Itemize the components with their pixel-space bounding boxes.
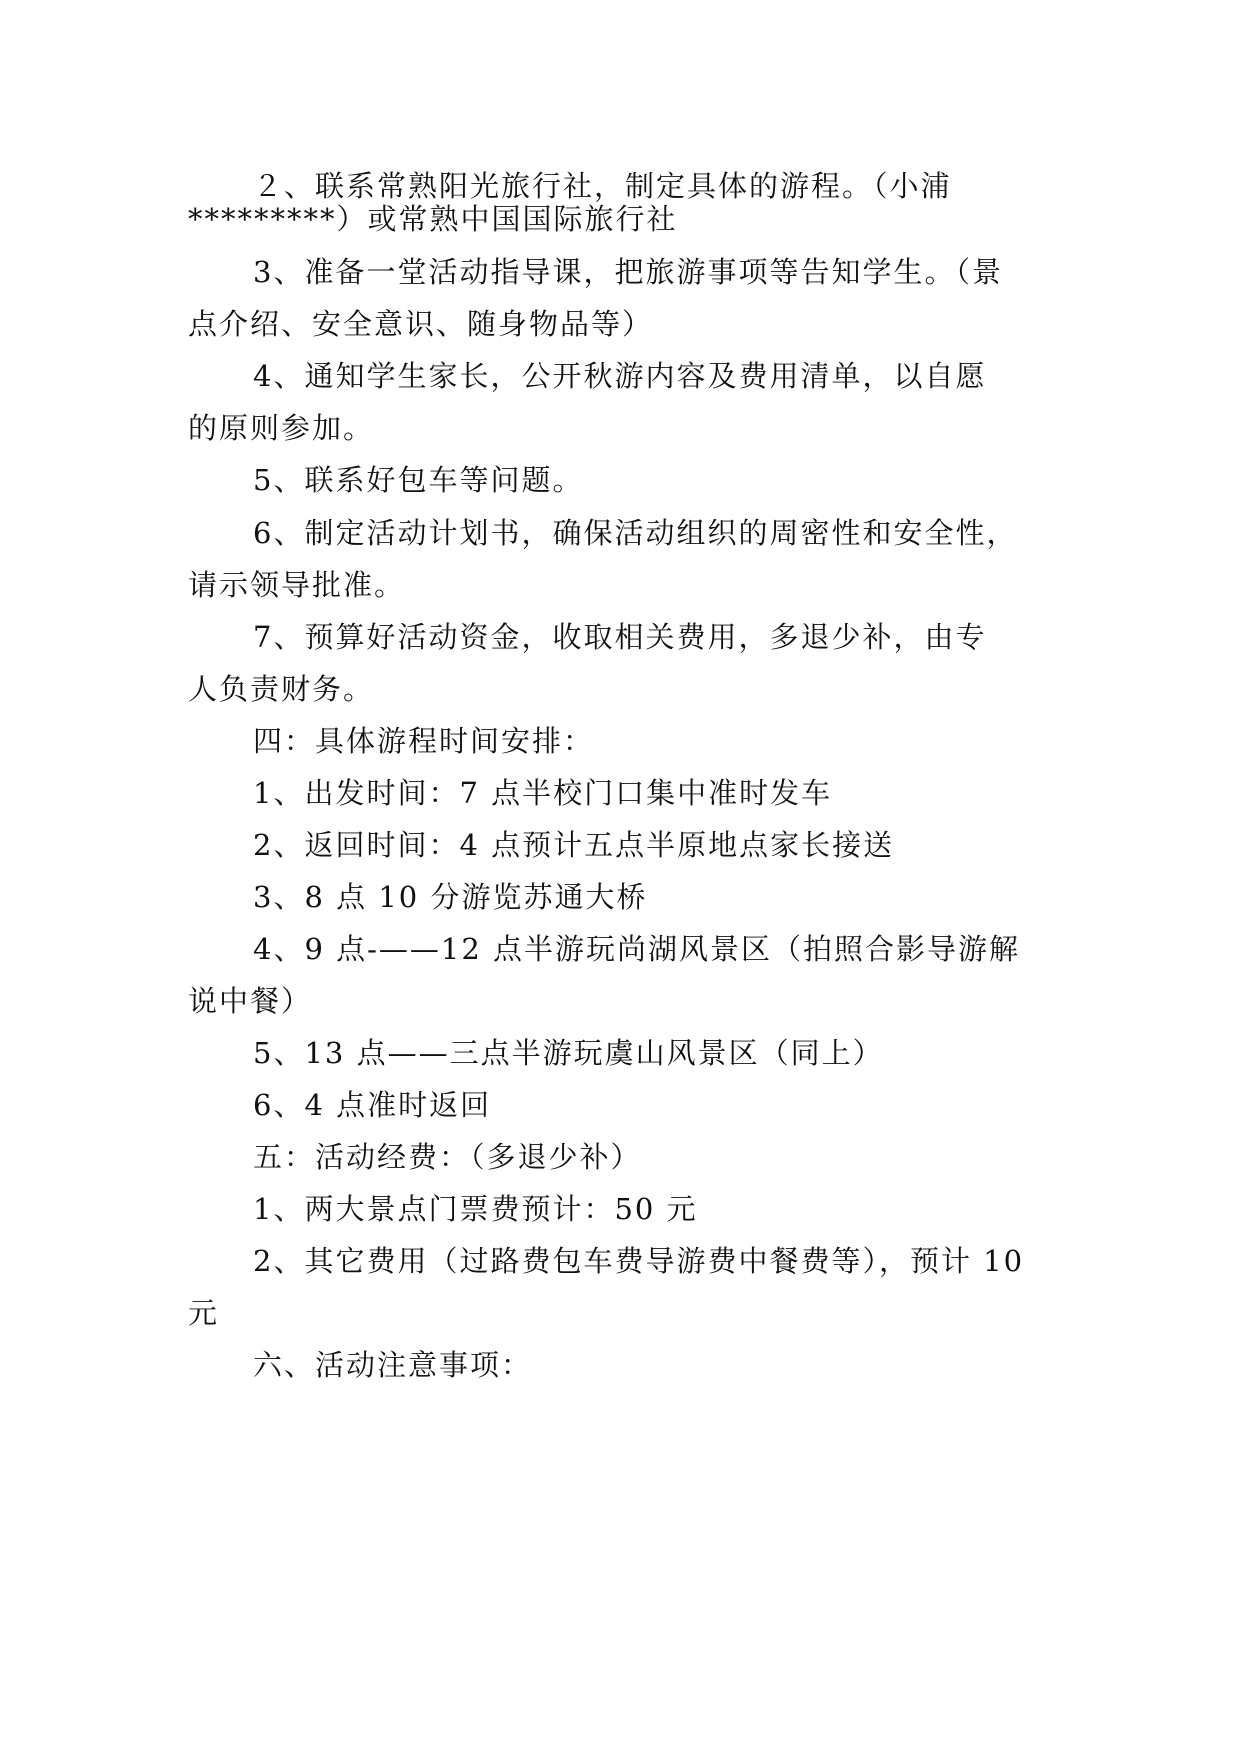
budget-item-2-line-1: 2、其它费用（过路费包车费导游费中餐费等），预计 10 (253, 1244, 1025, 1278)
section-heading-schedule: 四：具体游程时间安排： (253, 724, 595, 758)
budget-item-1: 1、两大景点门票费预计：50 元 (253, 1192, 698, 1226)
paragraph-item-2-line-1: ２、联系常熟阳光旅行社，制定具体的游程。（小浦 (253, 169, 952, 203)
paragraph-item-5: 5、联系好包车等问题。 (253, 463, 584, 497)
schedule-item-5: 5、13 点——三点半游玩虞山风景区（同上） (253, 1036, 884, 1070)
paragraph-item-7-line-1: 7、预算好活动资金，收取相关费用，多退少补，由专 (253, 620, 987, 654)
paragraph-item-6-line-1: 6、制定活动计划书，确保活动组织的周密性和安全性， (253, 516, 1018, 550)
section-heading-budget: 五：活动经费：（多退少补） (253, 1140, 642, 1174)
paragraph-item-3-line-2: 点介绍、安全意识、随身物品等） (188, 307, 654, 341)
paragraph-item-7-line-2: 人负责财务。 (188, 672, 375, 706)
paragraph-item-6-line-2: 请示领导批准。 (188, 568, 406, 602)
schedule-item-1: 1、出发时间：7 点半校门口集中准时发车 (253, 776, 833, 810)
schedule-item-3: 3、8 点 10 分游览苏通大桥 (253, 880, 648, 914)
budget-item-2-line-2: 元 (188, 1296, 220, 1330)
paragraph-item-3-line-1: 3、准备一堂活动指导课，把旅游事项等告知学生。（景 (253, 255, 1003, 289)
schedule-item-4-line-1: 4、9 点-——12 点半游玩尚湖风景区（拍照合影导游解 (253, 932, 1021, 966)
schedule-item-4-line-2: 说中餐） (188, 984, 313, 1018)
paragraph-item-2-line-2: *********）或常熟中国国际旅行社 (188, 202, 678, 236)
paragraph-item-4-line-1: 4、通知学生家长，公开秋游内容及费用清单，以自愿 (253, 359, 987, 393)
paragraph-item-4-line-2: 的原则参加。 (188, 411, 375, 445)
section-heading-notes: 六、活动注意事项： (253, 1348, 533, 1382)
schedule-item-2: 2、返回时间：4 点预计五点半原地点家长接送 (253, 828, 895, 862)
schedule-item-6: 6、4 点准时返回 (253, 1088, 492, 1122)
